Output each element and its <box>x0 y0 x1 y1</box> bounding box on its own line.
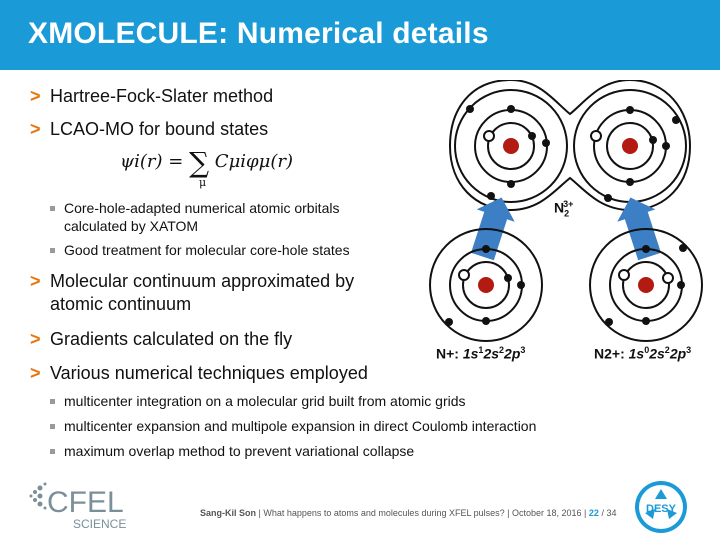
electron <box>642 245 650 253</box>
electron <box>507 105 515 113</box>
electron <box>459 270 469 280</box>
bullet-text: Gradients calculated on the fly <box>50 329 293 349</box>
electron <box>619 270 629 280</box>
left-ion-configuration: N+: $1s^12s^22p^3$ <box>436 345 526 362</box>
cfel-wordmark: CFEL <box>47 486 124 519</box>
bullet-marker-icon: > <box>30 329 41 349</box>
electron <box>679 244 687 252</box>
cfel-science-logo <box>25 478 155 533</box>
electron <box>663 273 673 283</box>
electron <box>528 132 536 140</box>
bullet-lcao <box>30 118 268 141</box>
subbullet-text: Good treatment for molecular core-hole states <box>64 242 350 258</box>
square-bullet-icon <box>50 424 55 429</box>
slide-title: XMOLECULE: Numerical details <box>28 17 489 50</box>
electron <box>504 274 512 282</box>
molecule-label: $N_2^{3+}$ <box>554 199 574 219</box>
title-bar <box>0 0 720 70</box>
electron <box>482 317 490 325</box>
electron <box>466 105 474 113</box>
footer-talk: | What happens to atoms and molecules during XFEL pulses? | October 18, 2016 | <box>258 508 587 518</box>
nucleus <box>622 138 638 154</box>
nucleus <box>503 138 519 154</box>
electron <box>649 136 657 144</box>
science-wordmark: SCIENCE <box>73 517 127 531</box>
electron <box>605 318 613 326</box>
nucleus <box>478 277 494 293</box>
electron <box>507 180 515 188</box>
molecule-outer-orbit <box>450 80 690 210</box>
lcao-formula <box>120 146 293 189</box>
bullet-text: LCAO-MO for bound states <box>50 119 269 139</box>
footer-page: 22 <box>588 508 599 518</box>
electron <box>642 317 650 325</box>
atom-molecule-diagram <box>420 80 720 380</box>
bullet-continuum <box>30 270 354 316</box>
bullet-gradients <box>30 328 292 351</box>
electron <box>487 192 495 200</box>
electron <box>677 281 685 289</box>
bullet-marker-icon: > <box>30 86 41 106</box>
electron <box>626 178 634 186</box>
subbullet-expansion <box>50 417 536 435</box>
electron <box>662 142 670 150</box>
electron <box>482 245 490 253</box>
electron <box>672 116 680 124</box>
footer-total: / 34 <box>601 508 617 518</box>
formula-lhs: ψi(r) = <box>120 151 184 172</box>
bullet-text: Molecular continuum approximated by <box>50 271 355 291</box>
bullet-marker-icon: > <box>30 119 41 139</box>
desy-logo <box>633 479 689 535</box>
formula-rhs: Cμiφμ(r) <box>214 151 293 172</box>
right-ion-configuration: N2+: $1s^02s^22p^3$ <box>594 345 692 362</box>
subbullet-text: multicenter integration on a molecular grid built from atomic grids <box>64 393 466 409</box>
electron <box>484 131 494 141</box>
bullet-text: Various numerical techniques employed <box>50 363 368 383</box>
sum-symbol: ∑ <box>189 146 210 179</box>
bullet-marker-icon: > <box>30 271 41 291</box>
bullet-hfs <box>30 85 273 108</box>
footer-author: Sang-Kil Son <box>200 508 256 518</box>
electron <box>604 194 612 202</box>
electron <box>517 281 525 289</box>
subbullet-text: maximum overlap method to prevent variational collapse <box>64 443 415 459</box>
electron <box>591 131 601 141</box>
square-bullet-icon <box>50 206 55 211</box>
bullet-marker-icon: > <box>30 363 41 383</box>
sum-index: μ <box>199 176 207 189</box>
electron <box>445 318 453 326</box>
nucleus <box>638 277 654 293</box>
desy-wordmark: DESY <box>646 503 676 515</box>
electron <box>626 106 634 114</box>
bullet-text: Hartree-Fock-Slater method <box>50 86 274 106</box>
footer-text <box>200 508 616 518</box>
subbullet-text: multicenter expansion and multipole expansion in direct Coulomb interaction <box>64 418 537 434</box>
bullet-text: atomic continuum <box>50 294 192 314</box>
subbullet-overlap <box>50 442 414 460</box>
electron <box>542 139 550 147</box>
subbullet-integration <box>50 392 466 410</box>
square-bullet-icon <box>50 248 55 253</box>
square-bullet-icon <box>50 399 55 404</box>
subbullet-orbitals <box>50 199 339 235</box>
subbullet-text: Core-hole-adapted numerical atomic orbitals <box>64 200 340 216</box>
subbullet-text: calculated by XATOM <box>64 218 199 234</box>
bullet-techniques <box>30 362 368 385</box>
square-bullet-icon <box>50 449 55 454</box>
subbullet-corehole <box>50 241 350 259</box>
